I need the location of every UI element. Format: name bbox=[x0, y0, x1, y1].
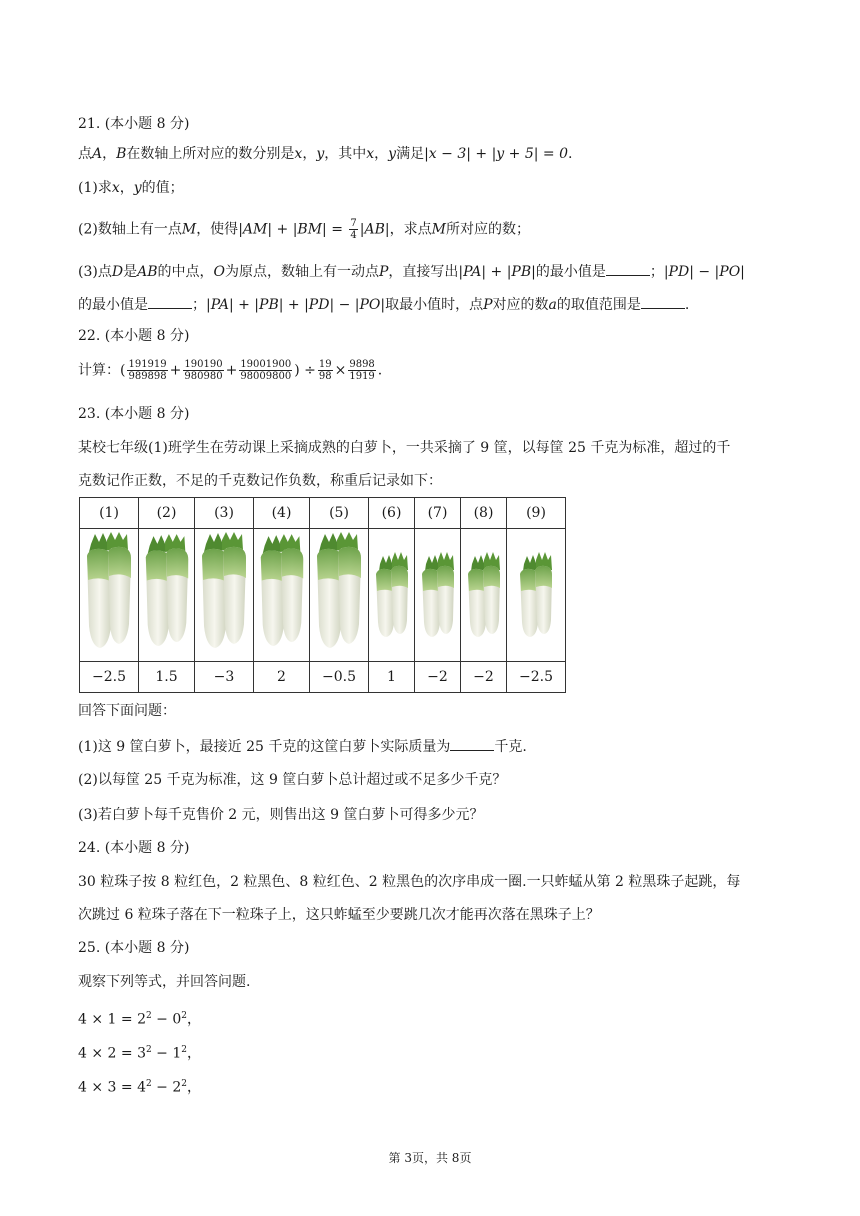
radish-image bbox=[310, 529, 369, 662]
radish-image bbox=[507, 529, 566, 662]
radish-image bbox=[415, 529, 461, 662]
table-cell: −2 bbox=[461, 662, 507, 693]
radish-icon bbox=[81, 530, 137, 656]
table-cell: −2.5 bbox=[507, 662, 566, 693]
q21-part3-line1: (3)点D是AB的中点，O为原点，数轴上有一动点P，直接写出|PA| + |PB|的最小值是 ；|PD| − |PO| bbox=[78, 261, 745, 282]
col-header: (6) bbox=[369, 498, 415, 529]
table-cell: 1 bbox=[369, 662, 415, 693]
col-header: (8) bbox=[461, 498, 507, 529]
q21-stem: 点A，B在数轴上所对应的数分别是x，y，其中x，y满足|x − 3| + |y + 5| = 0. bbox=[78, 146, 573, 162]
radish-image bbox=[139, 529, 195, 662]
q24-header: 24. (本小题 8 分) bbox=[78, 840, 190, 856]
table-cell: −2 bbox=[415, 662, 461, 693]
col-header: (7) bbox=[415, 498, 461, 529]
q22-header: 22. (本小题 8 分) bbox=[78, 328, 190, 344]
q23-answer-intro: 回答下面问题： bbox=[78, 703, 176, 719]
radish-table bbox=[79, 497, 566, 693]
radish-image bbox=[80, 529, 139, 662]
q25-intro: 观察下列等式，并回答问题. bbox=[78, 974, 251, 990]
q23-header: 23. (本小题 8 分) bbox=[78, 406, 190, 422]
answer-blank bbox=[606, 261, 650, 276]
radish-icon bbox=[140, 530, 194, 656]
q23-stem-line2: 克数记作正数，不足的千克数记作负数，称重后记录如下： bbox=[78, 473, 442, 489]
table-value-row bbox=[80, 662, 566, 693]
q25-header: 25. (本小题 8 分) bbox=[78, 940, 190, 956]
table-cell: 2 bbox=[254, 662, 310, 693]
q25-equation-2: $4 \times 2 = 3^2 - 1^2$， bbox=[78, 1045, 201, 1062]
answer-blank bbox=[641, 294, 685, 309]
answer-blank bbox=[450, 736, 494, 751]
radish-icon bbox=[255, 530, 309, 656]
q23-stem-line1: 某校七年级(1)班学生在劳动课上采摘成熟的白萝卜，一共采摘了 9 筐，以每筐 25 千克为标准，超过的千 bbox=[78, 440, 731, 456]
radish-icon bbox=[196, 530, 252, 656]
radish-icon bbox=[311, 530, 367, 656]
radish-icon bbox=[416, 530, 460, 656]
q21-header: 21. (本小题 8 分) bbox=[78, 116, 190, 132]
col-header: (4) bbox=[254, 498, 310, 529]
table-cell: −3 bbox=[195, 662, 254, 693]
col-header: (9) bbox=[507, 498, 566, 529]
col-header: (3) bbox=[195, 498, 254, 529]
radish-image bbox=[254, 529, 310, 662]
q23-part2: (2)以每筐 25 千克为标准，这 9 筐白萝卜总计超过或不足多少千克？ bbox=[78, 772, 507, 788]
fraction-7-4: $\frac{7}{4}$ bbox=[350, 218, 357, 241]
radish-image bbox=[195, 529, 254, 662]
radish-image bbox=[369, 529, 415, 662]
table-cell: 1.5 bbox=[139, 662, 195, 693]
table-image-row bbox=[80, 529, 566, 662]
q25-equation-1: $4 \times 1 = 2^2 - 0^2$， bbox=[78, 1011, 201, 1028]
q21-part2: (2)数轴上有一点M，使得|AM| + |BM| = $\frac{7}{4}$ |AB|，求点M所对应的数； bbox=[78, 218, 530, 241]
col-header: (2) bbox=[139, 498, 195, 529]
q22-expression: 计算：( $\frac{191919}{989898}$ + $\frac{190190}{980980}$ + $\frac{19001900}{98009800}$ ) ÷ $\frac{19}{98}$ × $\frac{9898}{1919}$ . bbox=[78, 359, 383, 382]
q24-line2: 次跳过 6 粒珠子落在下一粒珠子上，这只蚱蜢至少要跳几次才能再次落在黑珠子上？ bbox=[78, 907, 600, 923]
radish-image bbox=[461, 529, 507, 662]
q23-part3: (3)若白萝卜每千克售价 2 元，则售出这 9 筐白萝卜可得多少元？ bbox=[78, 807, 484, 823]
q25-equation-3: $4 \times 3 = 4^2 - 2^2$， bbox=[78, 1079, 201, 1096]
radish-icon bbox=[462, 530, 506, 656]
radish-icon bbox=[370, 530, 414, 656]
col-header: (1) bbox=[80, 498, 139, 529]
q21-part3-line2: 的最小值是 ；|PA| + |PB| + |PD| − |PO|取最小值时，点P对应的数a的取值范围是 . bbox=[78, 294, 689, 315]
answer-blank bbox=[148, 294, 192, 309]
q21-part1: (1)求x，y的值； bbox=[78, 180, 184, 196]
q24-line1: 30 粒珠子按 8 粒红色，2 粒黑色、8 粒红色、2 粒黑色的次序串成一圈.一只蚱蜢从第 2 粒黑珠子起跳，每 bbox=[78, 874, 741, 890]
col-header: (5) bbox=[310, 498, 369, 529]
radish-icon bbox=[508, 530, 564, 656]
page-footer: 第 3页，共 8页 bbox=[388, 1151, 472, 1165]
table-cell: −2.5 bbox=[80, 662, 139, 693]
table-header-row bbox=[80, 498, 566, 529]
q23-part1: (1)这 9 筐白萝卜，最接近 25 千克的这筐白萝卜实际质量为 千克. bbox=[78, 736, 527, 757]
table-cell: −0.5 bbox=[310, 662, 369, 693]
